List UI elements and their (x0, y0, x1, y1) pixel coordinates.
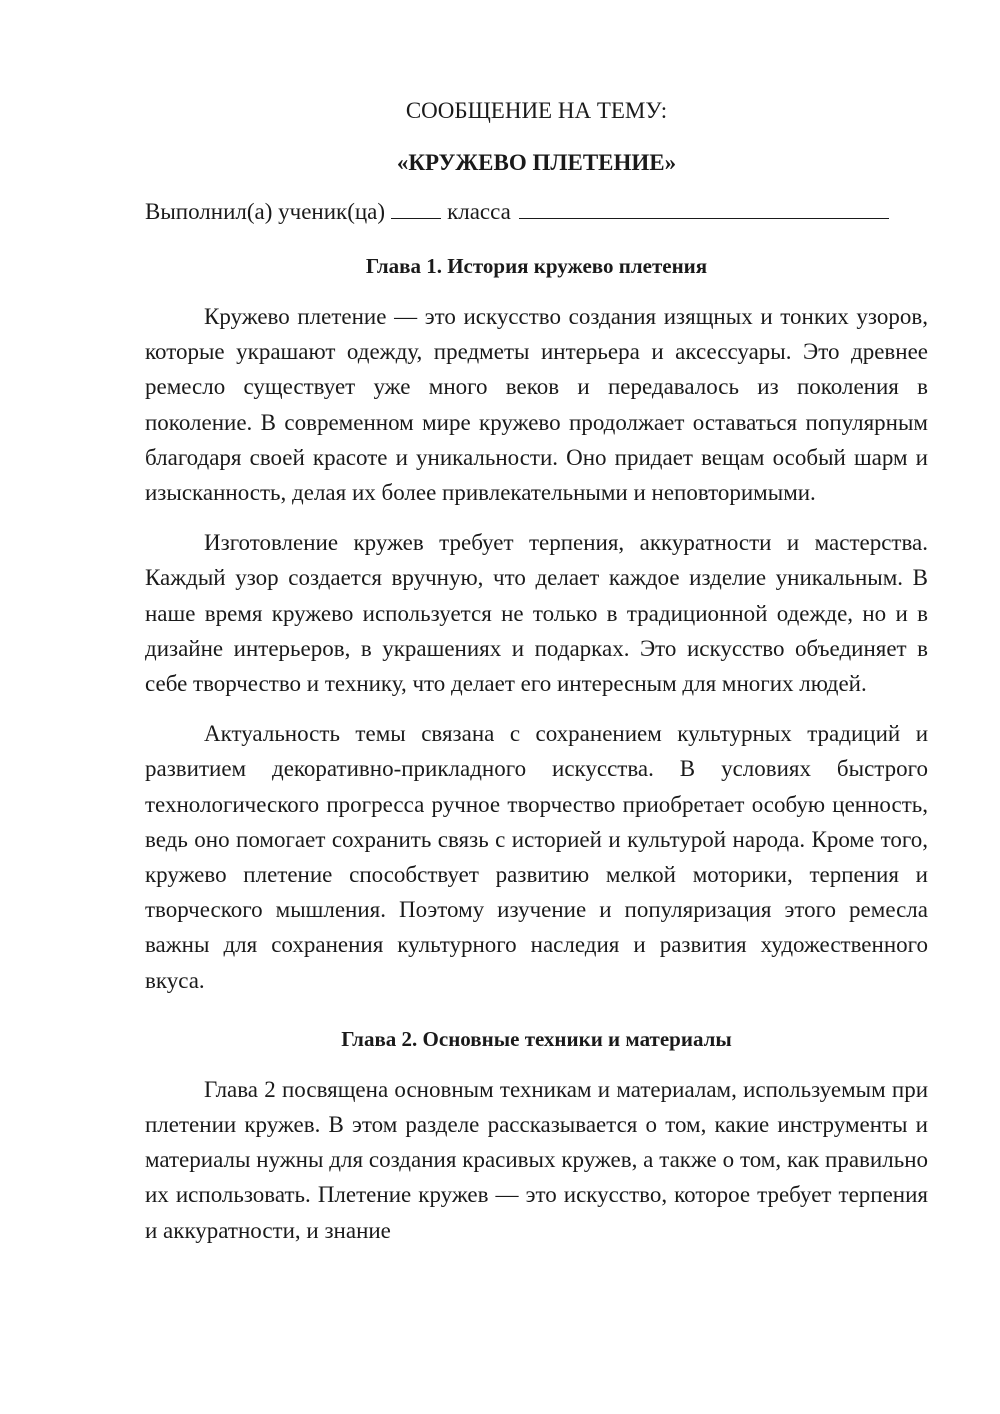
chapter-2-paragraph: Глава 2 посвящена основным техникам и материалам, используемым при плетении кружев. В этом разделе рассказывается о том, какие инструменты и материалы нужны для создания красивых кружев, а также о том, как правильно их использовать. Плетение кружев — это искусство, которое требует терпения и аккуратности, и знание (145, 1076, 928, 1243)
grade-blank (391, 198, 441, 219)
chapter-1-title: Глава 1. История кружево плетения (365, 254, 708, 278)
document-heading-line-1: СООБЩЕНИЕ НА ТЕМУ: (405, 98, 668, 123)
chapter-1-paragraph: Изготовление кружев требует терпения, аккуратности и мастерства. Каждый узор создается вручную, что делает каждое изделие уникальным. В наше время кружево используется не только в традиционной одежде, но и в дизайне интерьеров, в украшениях и подарках. Это искусство объединяет в себе творчество и технику, что делает его интересным для многих людей. (145, 530, 928, 697)
author-prefix: Выполнил(а) ученик(ца) (145, 199, 386, 224)
name-blank (519, 198, 889, 219)
class-label: класса (447, 199, 511, 224)
chapter-2-title: Глава 2. Основные техники и материалы (341, 1026, 732, 1051)
author-line (145, 194, 928, 229)
chapter-1-paragraph: Актуальность темы связана с сохранением культурных традиций и развитием декоративно-прикладного искусства. В условиях быстрого технологического прогресса ручное творчество приобретает особую ценность, ведь оно помогает сохранить связь с историей и культурой народа. Кроме того, кружево плетение способствует развитию мелкой моторики, терпения и творческого мышления. Поэтому изучение и популяризация этого ремесла важны для сохранения культурного наследия и развития художественного вкуса. (145, 721, 928, 993)
document-title: «КРУЖЕВО ПЛЕТЕНИЕ» (396, 150, 677, 175)
chapter-1-paragraph: Кружево плетение — это искусство создания изящных и тонких узоров, которые украшают одежду, предметы интерьера и аксессуары. Это древнее ремесло существует уже много веков и передавалось из поколения в поколение. В современном мире кружево продолжает оставаться популярным благодаря своей красоте и уникальности. Оно придает вещам особый шарм и изысканность, делая их более привлекательными и неповторимыми. (145, 304, 928, 506)
document-page (145, 90, 928, 1248)
